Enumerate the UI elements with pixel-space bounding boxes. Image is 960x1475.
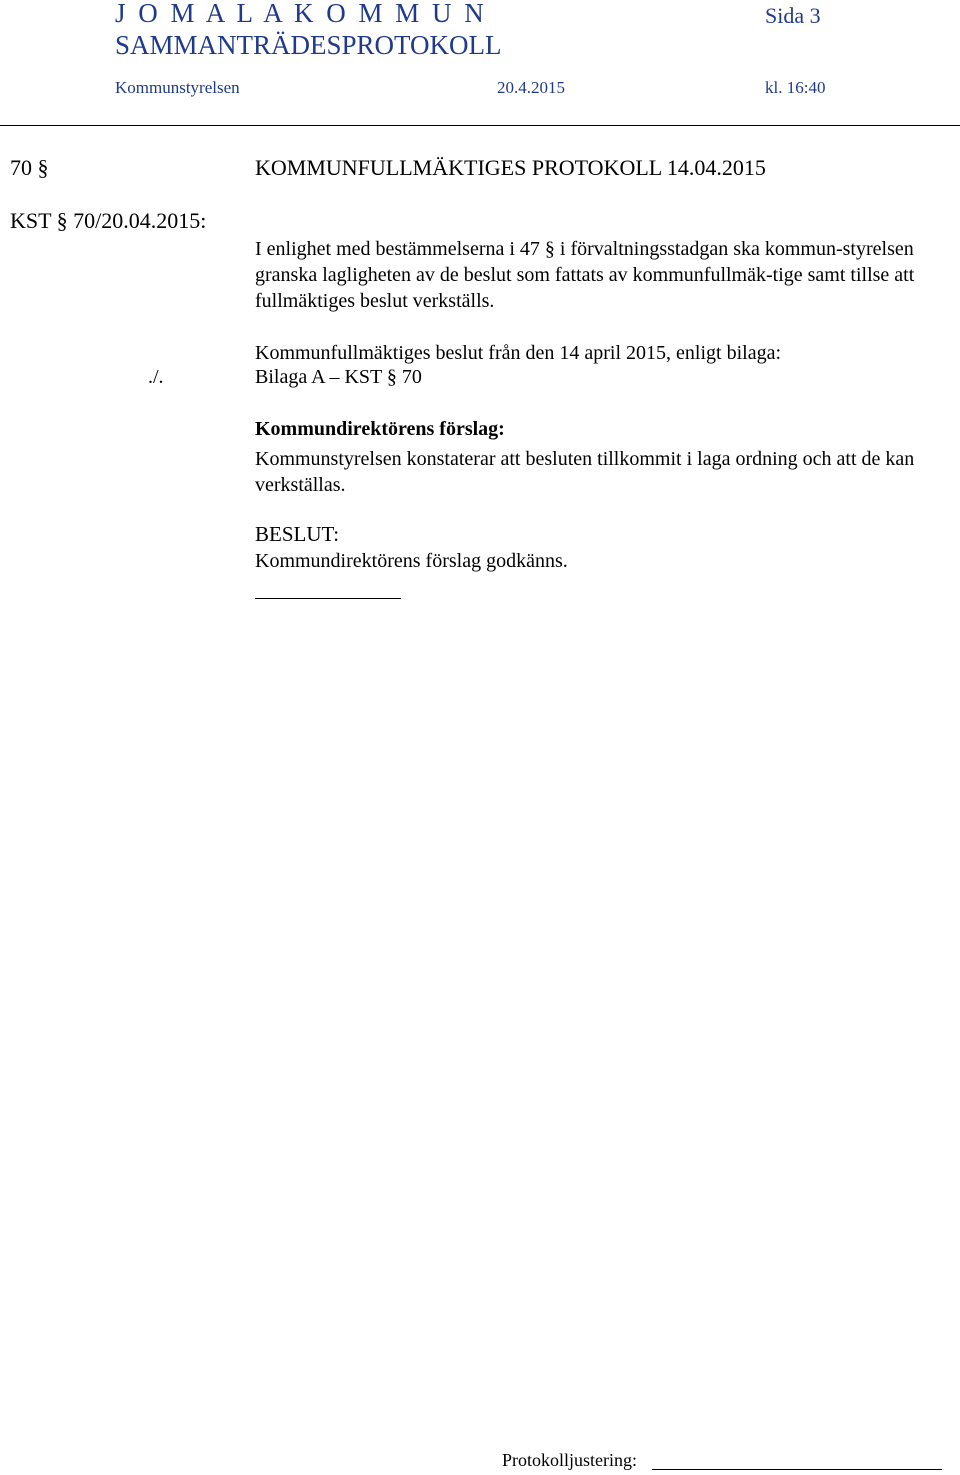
organization-title: J O M A L A K O M M U N: [115, 0, 487, 28]
page-number: Sida 3: [765, 3, 821, 28]
meeting-date: 20.4.2015: [497, 78, 565, 97]
justering-label: Protokolljustering:: [502, 1450, 637, 1470]
signature-line: [652, 1469, 942, 1470]
meeting-time: kl. 16:40: [765, 78, 826, 97]
section-end-rule: [255, 598, 401, 599]
header-divider: [0, 125, 960, 126]
paragraph-decision-reference: Kommunfullmäktiges beslut från den 14 april 2015, enligt bilaga:: [255, 342, 782, 364]
attachment-reference: Bilaga A – KST § 70: [255, 366, 422, 388]
section-reference: KST § 70/20.04.2015:: [10, 208, 207, 233]
proposal-text: Kommunstyrelsen konstaterar att besluten tillkommit i laga ordning och att de kan verkställas.: [255, 448, 915, 496]
document-type: SAMMANTRÄDESPROTOKOLL: [115, 30, 502, 60]
attachment-marker: ./.: [148, 366, 164, 388]
paragraph-review: I enlighet med bestämmelserna i 47 § i förvaltningsstadgan ska kommun-styrelsen granska lagligheten av de beslut som fattats av kommunfullmäk-tige samt tillse att fullmäktiges beslut verkställs.: [255, 238, 915, 312]
decision-text: Kommundirektörens förslag godkänns.: [255, 550, 568, 572]
meeting-body: Kommunstyrelsen: [115, 78, 240, 97]
section-number: 70 §: [10, 155, 49, 180]
decision-label: BESLUT:: [255, 522, 340, 546]
proposal-heading: Kommundirektörens förslag:: [255, 418, 505, 440]
section-title: KOMMUNFULLMÄKTIGES PROTOKOLL 14.04.2015: [255, 155, 766, 180]
